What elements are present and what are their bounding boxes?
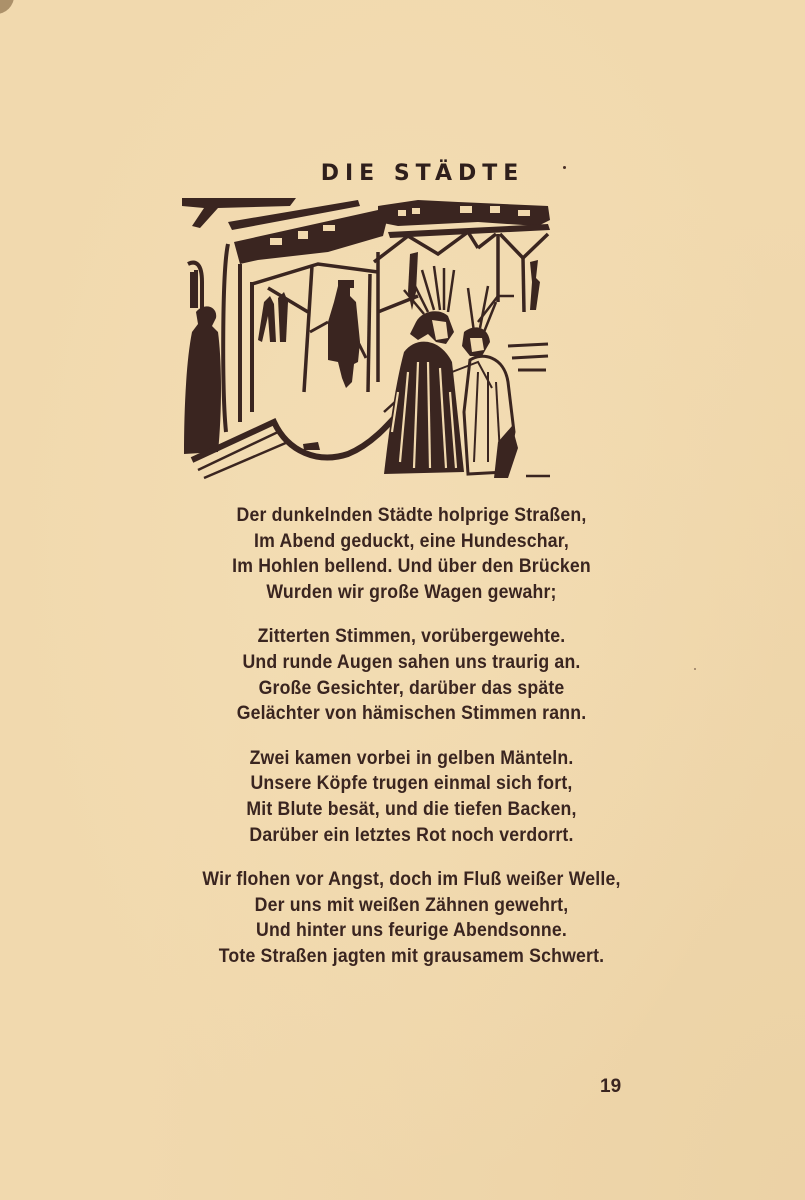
poem-line: Zwei kamen vorbei in gelben Mänteln.: [249, 747, 574, 769]
poem-line: Der uns mit weißen Zähnen gewehrt,: [254, 894, 569, 916]
stanza-1: [18, 503, 805, 605]
poem-line: Zitterten Stimmen, vorübergewehte.: [257, 626, 566, 648]
woodcut-illustration: [178, 192, 558, 482]
ink-speck: [694, 668, 696, 670]
poem-line: Wurden wir große Wagen gewahr;: [266, 581, 557, 603]
stanza-4: [18, 867, 805, 969]
poem: [0, 503, 805, 989]
poem-line: Und runde Augen sahen uns traurig an.: [242, 651, 581, 673]
poem-line: Gelächter von hämischen Stimmen rann.: [236, 703, 587, 725]
page-corner-shadow: [0, 0, 14, 14]
poem-line: Im Abend geduckt, eine Hundeschar,: [254, 530, 569, 552]
page-number: 19: [600, 1076, 622, 1097]
stanza-2: [18, 624, 805, 726]
page-title: DIE STÄDTE: [320, 160, 525, 186]
poem-line: Im Hohlen bellend. Und über den Brücken: [232, 556, 591, 578]
ink-speck: [563, 166, 566, 169]
poem-line: Darüber ein letztes Rot noch verdorrt.: [249, 824, 574, 846]
poem-line: Tote Straßen jagten mit grausamem Schwert.: [218, 945, 605, 967]
poem-line: Und hinter uns feurige Abendsonne.: [256, 920, 567, 942]
poem-line: Große Gesichter, darüber das späte: [258, 677, 565, 699]
poem-line: Der dunkelnden Städte holprige Straßen,: [236, 505, 587, 526]
poem-line: Unsere Köpfe trugen einmal sich fort,: [250, 773, 573, 795]
poem-line: Wir flohen vor Angst, doch im Fluß weißer Welle,: [202, 869, 621, 891]
poem-line: Mit Blute besät, und die tiefen Backen,: [246, 798, 577, 820]
stanza-3: [18, 746, 805, 848]
